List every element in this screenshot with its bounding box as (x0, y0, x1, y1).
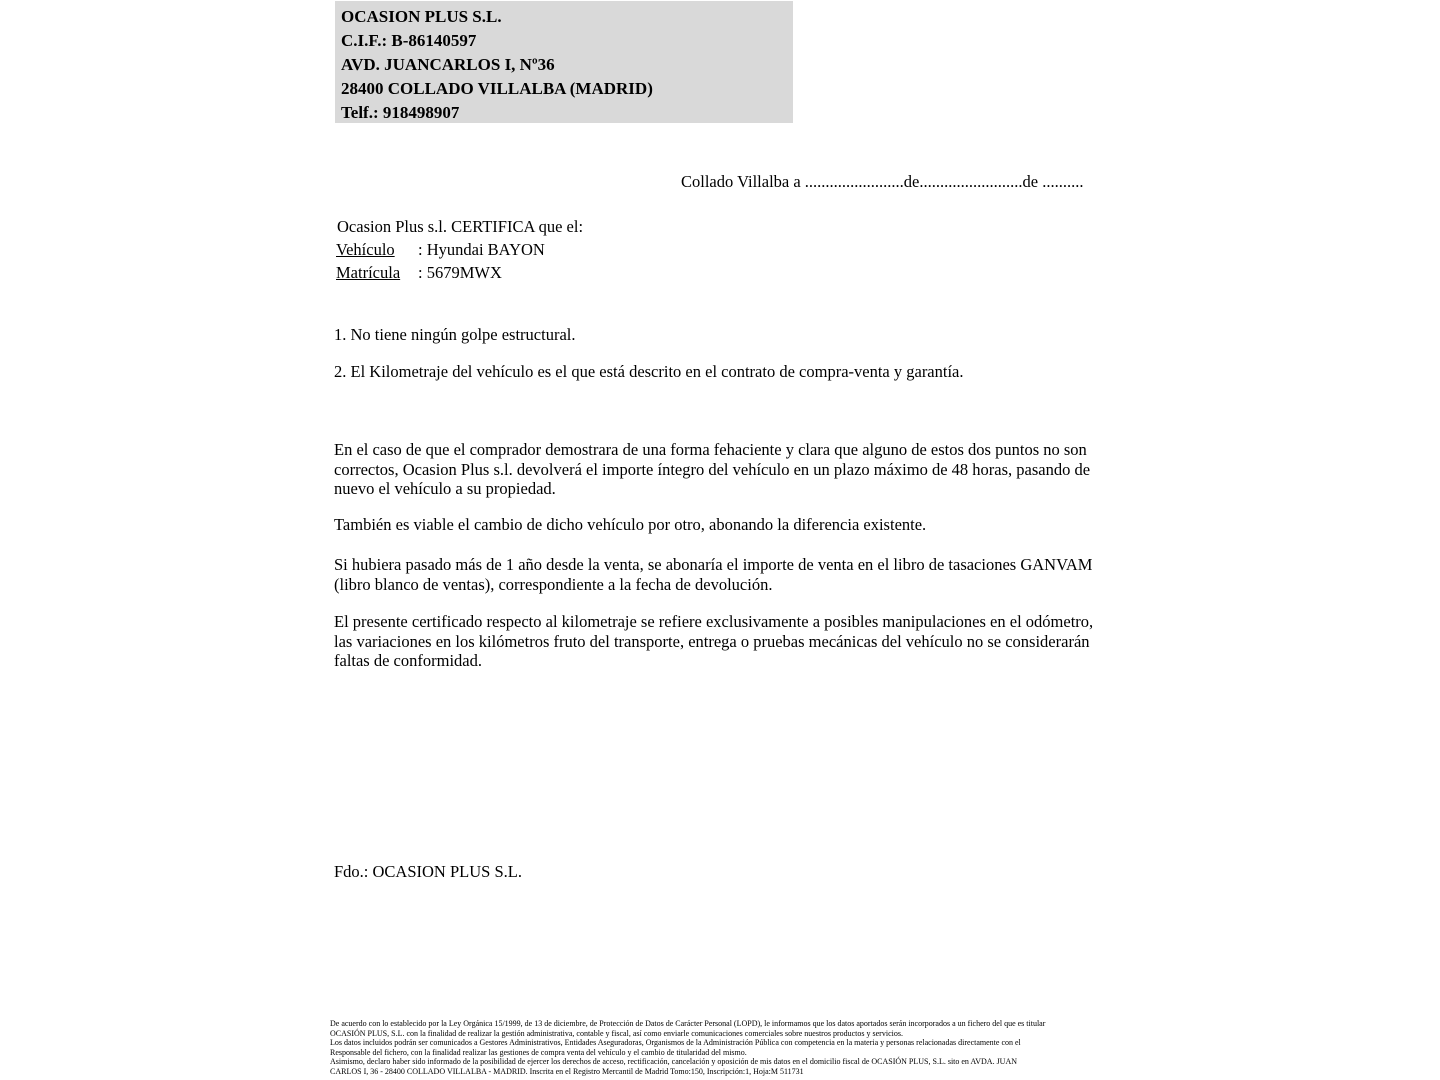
date-line: Collado Villalba a ........................de.........................de .......... (681, 172, 1084, 191)
fine-print-line: OCASIÓN PLUS, S.L. con la finalidad de realizar la gestión administrativa, contable y fiscal, así como enviarle comunicaciones comerciales sobre nuestros productos y servicios. (330, 1028, 903, 1038)
company-phone: Telf.: 918498907 (341, 103, 460, 122)
company-cif: C.I.F.: B-86140597 (341, 31, 477, 50)
paragraph-ganvam: Si hubiera pasado más de 1 año desde la venta, se abonaría el importe de venta en el libro de tasaciones GANVAM (libro blanco de ventas), correspondiente a la fecha de devolución. (334, 555, 1093, 594)
signature-line: Fdo.: OCASION PLUS S.L. (334, 862, 522, 881)
paragraph-odometer: El presente certificado respecto al kilometraje se refiere exclusivamente a posibles manipulaciones en el odómetro, las variaciones en los kilómetros fruto del transporte, entrega o pruebas mecánicas del vehículo no se considerarán faltas de conformidad. (334, 612, 1094, 670)
point-2: 2. El Kilometraje del vehículo es el que está descrito en el contrato de compra-venta y garantía. (334, 362, 964, 381)
vehicle-field-label: Vehículo (336, 240, 395, 259)
fine-print-line: Los datos incluidos podrán ser comunicados a Gestores Administrativos, Entidades Aseguradoras, Organismos de la Administración Pública con competencia en la materia y personas relacionadas directamente con el (330, 1038, 1021, 1048)
company-address: AVD. JUANCARLOS I, Nº36 (341, 55, 555, 74)
paragraph-refund: En el caso de que el comprador demostrara de una forma fehaciente y clara que alguno de estos dos puntos no son correctos, Ocasion Plus s.l. devolverá el importe íntegro del vehículo en un plazo máximo de 48 horas, pasando de nuevo el vehículo a su propiedad. (334, 440, 1091, 498)
legal-fine-print (330, 1019, 1120, 1077)
certify-intro: Ocasion Plus s.l. CERTIFICA que el: (337, 217, 584, 236)
company-city: 28400 COLLADO VILLALBA (MADRID) (341, 79, 653, 98)
plate-field-row (336, 263, 502, 283)
point-1: 1. No tiene ningún golpe estructural. (334, 325, 576, 344)
company-name: OCASION PLUS S.L. (341, 7, 502, 26)
vehicle-field-row (336, 240, 545, 260)
paragraph-exchange: También es viable el cambio de dicho vehículo por otro, abonando la diferencia existente. (334, 515, 927, 534)
plate-field-label: Matrícula (336, 263, 401, 282)
vehicle-field-value: : Hyundai BAYON (418, 240, 545, 259)
fine-print-line: De acuerdo con lo establecido por la Ley Orgánica 15/1999, de 13 de diciembre, de Protección de Datos de Carácter Personal (LOPD), le informamos que los datos aportados serán incorporados a un fichero del que es titular (330, 1019, 1046, 1028)
fine-print-line: Responsable del fichero, con la finalidad realizar las gestiones de compra venta del vehículo y el cambio de titularidad del mismo. (330, 1047, 747, 1057)
fine-print-line: Asimismo, declaro haber sido informado de la posibilidad de ejercer los derechos de acceso, rectificación, cancelación y oposición de mis datos en el domicilio fiscal de OCASIÓN PLUS, S.L. sito en AVDA. JUAN (330, 1057, 1018, 1067)
plate-field-value: : 5679MWX (418, 263, 502, 282)
letterhead (335, 1, 793, 123)
fine-print-line: CARLOS I, 36 - 28400 COLLADO VILLALBA - MADRID. Inscrita en el Registro Mercantil de Madrid Tomo:150, Inscripción:1, Hoja:M 511731 (330, 1066, 804, 1076)
